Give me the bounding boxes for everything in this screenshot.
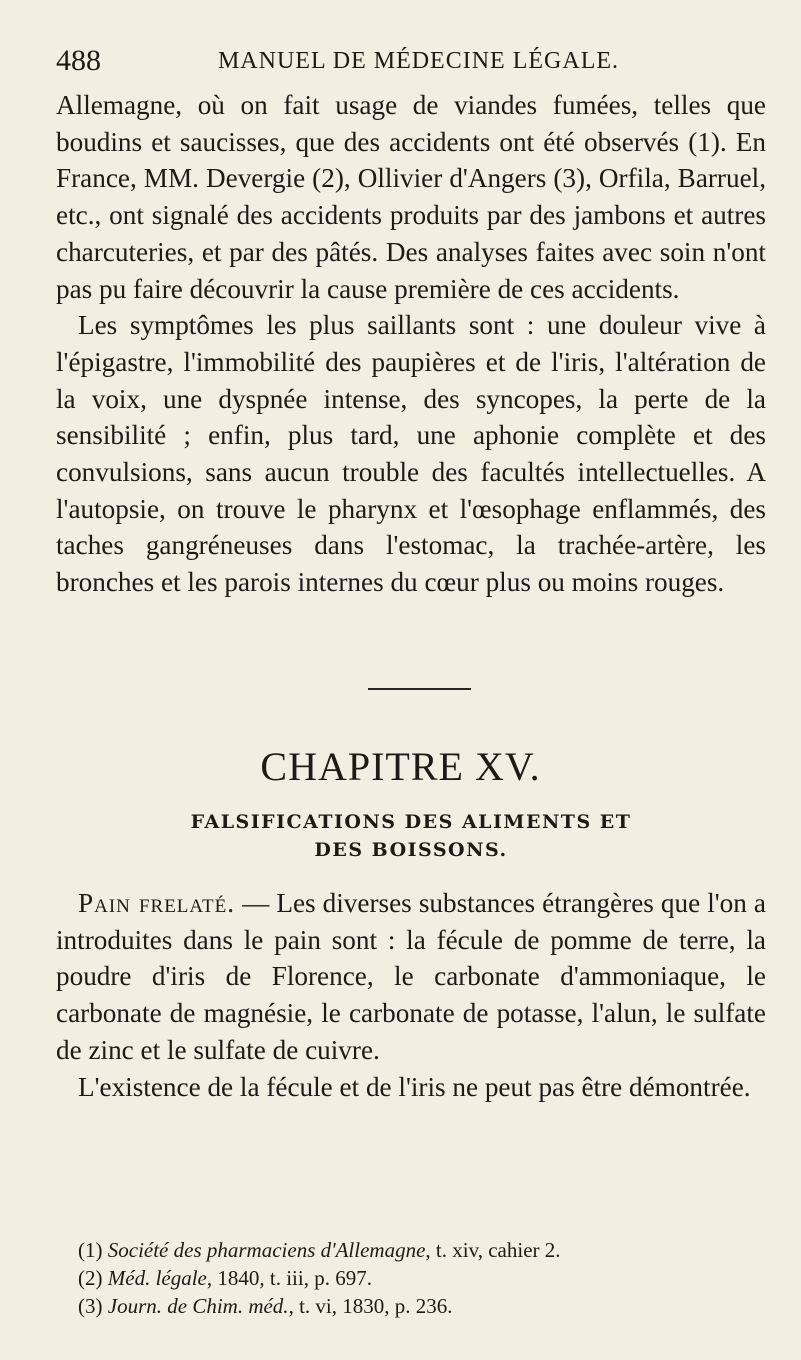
chapter-subtitle-line: FALSIFICATIONS DES ALIMENTS ET xyxy=(190,811,632,833)
footnote xyxy=(56,1292,766,1320)
section-divider xyxy=(368,688,471,690)
footnote-number: (1) xyxy=(78,1238,108,1262)
footnote xyxy=(56,1264,766,1292)
footnote xyxy=(56,1236,766,1264)
footnote-number: (2) xyxy=(78,1266,108,1290)
page-number: 488 xyxy=(56,44,101,77)
footnote-detail: , t. xiv, cahier 2. xyxy=(425,1238,561,1262)
section-text xyxy=(56,885,766,1105)
footnote-source: Méd. légale xyxy=(107,1266,207,1290)
paragraph: Allemagne, où on fait usage de viandes fumées, telles que boudins et saucisses, que des accidents ont été observés (1). En France, MM. Devergie (2), Ollivier d'Angers (3), Orfila, Barruel, etc., ont signalé des accidents produits par des jambons et autres charcuteries, et par des pâtés. Des analyses faites avec soin n'ont pas pu faire découvrir la cause première de ces accidents. xyxy=(56,90,766,304)
footnote-source: Société des pharmaciens d'Allemagne xyxy=(107,1238,426,1262)
footnote-source: Journ. de Chim. méd. xyxy=(107,1294,289,1318)
footnote-detail: , 1840, t. iii, p. 697. xyxy=(206,1266,372,1290)
chapter-subtitle-line: DES BOISSONS. xyxy=(314,839,508,861)
running-title: MANUEL DE MÉDECINE LÉGALE. xyxy=(217,48,620,74)
page-header xyxy=(56,44,741,84)
chapter-title: CHAPITRE XV. xyxy=(260,744,541,789)
paragraph-text: — Les diverses substances étrangères que l'on a introduites dans le pain sont : la fécule de pomme de terre, la poudre d'iris de Florence, le carbonate d'ammoniaque, le carbonate de magnésie, le carbonate de potasse, l'alun, le sulfate de zinc et le sulfate de cuivre. xyxy=(56,888,766,1065)
footnote-detail: , t. vi, 1830, p. 236. xyxy=(288,1294,453,1318)
paragraph xyxy=(56,885,766,1069)
main-text xyxy=(56,87,766,601)
paragraph: L'existence de la fécule et de l'iris ne peut pas être démontrée. xyxy=(78,1071,751,1102)
section-heading: Pain frelaté. xyxy=(78,888,236,918)
paragraph: Les symptômes les plus saillants sont : une douleur vive à l'épigastre, l'immobilité des paupières et de l'iris, l'altération de la voix, une dyspnée intense, des syncopes, la perte de la sensibilité ; enfin, plus tard, une aphonie complète et des convulsions, sans aucun trouble des facultés intellectuelles. A l'autopsie, on trouve le pharynx et l'œsophage enflammés, des taches gangréneuses dans l'estomac, la trachée-artère, les bronches et les parois internes du cœur plus ou moins rouges. xyxy=(56,310,766,598)
footnote-number: (3) xyxy=(78,1294,108,1318)
chapter-subtitle xyxy=(96,808,726,864)
footnotes xyxy=(56,1236,766,1320)
